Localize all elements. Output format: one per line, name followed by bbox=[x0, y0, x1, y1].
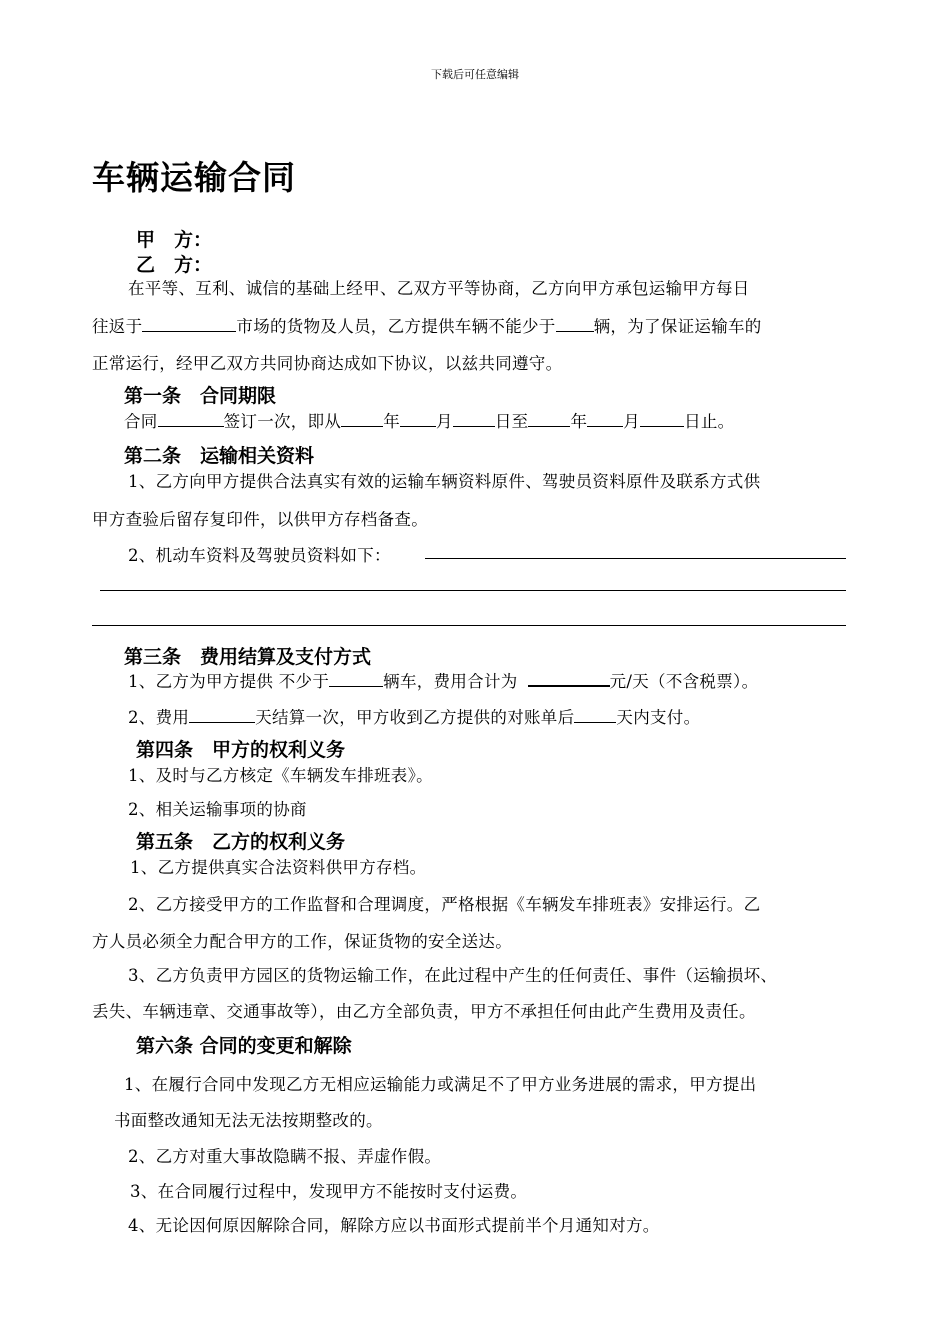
start-month-blank bbox=[400, 410, 436, 428]
article-3-p1 bbox=[128, 668, 758, 692]
intro-text: 市场的货物及人员，乙方提供车辆不能少于 bbox=[236, 317, 556, 336]
article-5-p3-line-1: 3、乙方负责甲方园区的货物运输工作，在此过程中产生的任何责任、事件（运输损坏、 bbox=[128, 966, 778, 985]
article-5-heading: 第五条 乙方的权利义务 bbox=[136, 831, 346, 853]
term-text: 年 bbox=[383, 412, 401, 431]
article-5-p2-line-1: 2、乙方接受甲方的工作监督和合理调度，严格根据《车辆发车排班表》安排运行。乙 bbox=[128, 895, 761, 914]
term-text: 签订一次，即从 bbox=[223, 412, 342, 431]
daily-fee-blank bbox=[528, 669, 610, 688]
party-a-label: 甲 方： bbox=[136, 229, 213, 251]
article-1-heading: 第一条 合同期限 bbox=[124, 385, 277, 407]
document-title: 车辆运输合同 bbox=[92, 158, 296, 197]
article-6-p4: 4、无论因何原因解除合同，解除方应以书面形式提前半个月通知对方。 bbox=[128, 1216, 660, 1235]
vehicle-info-line-1 bbox=[425, 558, 846, 559]
vehicle-info-line-2 bbox=[100, 590, 846, 591]
article-6-p1-line-2: 书面整改通知无法无法按期整改的。 bbox=[114, 1111, 383, 1130]
term-text: 月 bbox=[436, 412, 453, 431]
vehicle-count-blank bbox=[556, 315, 594, 333]
article-3-heading: 第三条 费用结算及支付方式 bbox=[124, 646, 372, 668]
article-6-p2: 2、乙方对重大事故隐瞒不报、弄虚作假。 bbox=[128, 1147, 442, 1166]
article-2-p1-line-2: 甲方查验后留存复印件，以供甲方存档备查。 bbox=[92, 510, 428, 529]
intro-line-3: 正常运行，经甲乙双方共同协商达成如下协议，以兹共同遵守。 bbox=[92, 354, 563, 373]
intro-text: 辆，为了保证运输车的 bbox=[593, 317, 762, 336]
market-blank bbox=[142, 315, 236, 333]
start-year-blank bbox=[341, 410, 383, 428]
article-6-p3: 3、在合同履行过程中，发现甲方不能按时支付运费。 bbox=[130, 1182, 528, 1201]
article-2-p1-line-1: 1、乙方向甲方提供合法真实有效的运输车辆资料原件、驾驶员资料原件及联系方式供 bbox=[128, 472, 761, 491]
term-text: 月 bbox=[623, 412, 641, 431]
article-4-p1: 1、及时与乙方核定《车辆发车排班表》。 bbox=[128, 766, 433, 785]
end-month-blank bbox=[587, 410, 623, 428]
article-6-heading: 第六条 合同的变更和解除 bbox=[136, 1035, 352, 1057]
article-5-p1: 1、乙方提供真实合法资料供甲方存档。 bbox=[130, 858, 427, 877]
intro-line-2 bbox=[92, 313, 762, 337]
intro-text: 往返于 bbox=[92, 317, 143, 336]
article-2-p2: 2、机动车资料及驾驶员资料如下： bbox=[128, 546, 391, 565]
article-4-heading: 第四条 甲方的权利义务 bbox=[136, 739, 346, 761]
settlement-text: 天内支付。 bbox=[616, 708, 701, 727]
settlement-days-blank bbox=[189, 706, 255, 724]
article-5-p2-line-2: 方人员必须全力配合甲方的工作，保证货物的安全送达。 bbox=[92, 932, 512, 951]
article-2-heading: 第二条 运输相关资料 bbox=[124, 445, 315, 467]
term-text: 合同 bbox=[124, 412, 158, 431]
article-3-p2 bbox=[128, 704, 700, 728]
settlement-text: 2、费用 bbox=[128, 708, 190, 727]
article-5-p3-line-2: 丢失、车辆违章、交通事故等），由乙方全部负责，甲方不承担任何由此产生费用及责任。 bbox=[92, 1002, 756, 1021]
fee-text: 1、乙方为甲方提供 不少于 bbox=[128, 672, 330, 691]
article-6-p1-line-1: 1、在履行合同中发现乙方无相应运输能力或满足不了甲方业务进展的需求，甲方提出 bbox=[124, 1075, 757, 1094]
end-year-blank bbox=[528, 410, 570, 428]
term-text: 日至 bbox=[494, 412, 529, 431]
vehicle-info-line-3 bbox=[92, 625, 846, 626]
term-text: 日止。 bbox=[684, 412, 735, 431]
party-b-label: 乙 方： bbox=[136, 254, 213, 276]
settlement-text: 天结算一次，甲方收到乙方提供的对账单后 bbox=[255, 708, 575, 727]
intro-line-1: 在平等、互利、诚信的基础上经甲、乙双方平等协商，乙方向甲方承包运输甲方每日 bbox=[128, 279, 750, 298]
article-4-p2: 2、相关运输事项的协商 bbox=[128, 800, 307, 819]
fee-text: 辆车，费用合计为 bbox=[383, 672, 518, 691]
fee-text: 元/天（不含税票）。 bbox=[609, 672, 759, 691]
header-note: 下载后可任意编辑 bbox=[431, 68, 519, 81]
car-count-blank bbox=[329, 670, 383, 688]
article-1-term-line bbox=[124, 408, 734, 432]
payment-days-blank bbox=[574, 706, 616, 724]
term-blank bbox=[158, 410, 224, 428]
term-text: 年 bbox=[570, 412, 588, 431]
start-day-blank bbox=[453, 410, 495, 428]
end-day-blank bbox=[640, 410, 684, 428]
